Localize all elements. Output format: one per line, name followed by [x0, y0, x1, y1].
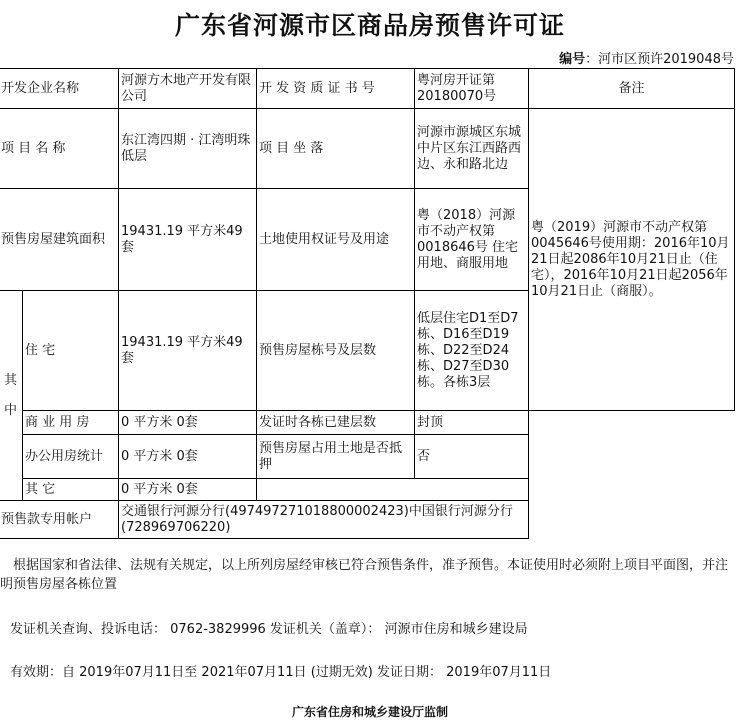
project-name-label: 项 目 名 称: [0, 109, 119, 189]
commercial-label: 商 业 用 房: [23, 411, 119, 435]
qualification-value: 粤河房开证第20180070号: [415, 69, 529, 109]
mortgage-label: 预售房屋占用土地是否抵押: [257, 435, 415, 479]
land-use-label: 土地使用权证号及用途: [257, 189, 415, 291]
mortgage-value: 否: [415, 435, 529, 479]
other-value: 0 平方米 0套: [119, 479, 257, 501]
office-value: 0 平方米 0套: [119, 435, 257, 479]
buildings-label: 预售房屋栋号及层数: [257, 291, 415, 411]
breakdown-char-2: 中: [3, 402, 17, 418]
document-title: 广东省河源市区商品房预售许可证: [174, 11, 565, 40]
developer-label: 开发企业名称: [0, 69, 119, 109]
developer-value: 河源方木地产开发有限公司: [119, 69, 257, 109]
qualification-label: 开 发 资 质 证 书 号: [257, 69, 415, 109]
account-label: 预售款专用帐户: [0, 501, 119, 539]
certificate-number-label: 编号: [559, 52, 586, 67]
residential-label: 住 宅: [23, 291, 119, 411]
account-value: 交通银行河源分行(497497271018800002423)中国银行河源分行(728969706220): [119, 501, 529, 539]
commercial-value: 0 平方米 0套: [119, 411, 257, 435]
breakdown-char-1: 其: [3, 372, 17, 388]
certificate-number-value: ：河市区预许2019048号: [585, 52, 734, 67]
approval-statement: 根据国家和省法律、法规有关规定，以上所列房屋经审核已符合预售条件，准予预售。本证使用时必须附上项目平面图，并注明预售房屋各栋位置: [0, 558, 729, 592]
issuer-contact: 发证机关查询、投诉电话： 0762-3829996 发证机关（盖章）： 河源市住房和城乡建设局: [10, 622, 528, 637]
built-floors-value: 封顶: [415, 411, 529, 435]
remarks-label: 备注: [529, 69, 735, 109]
presale-area-label: 预售房屋建筑面积: [0, 189, 119, 291]
buildings-value: 低层住宅D1至D7栋、D16至D19栋、D22至D24栋、D27至D30栋。各栋3层: [415, 291, 529, 411]
certificate-number: [559, 48, 734, 67]
project-name-value: 东江湾四期 · 江湾明珠低层: [119, 109, 257, 189]
supervisor-footer: 广东省住房和城乡建设厅监制: [291, 705, 448, 719]
breakdown-label: [0, 291, 23, 501]
blank-cell: [529, 411, 735, 539]
permit-table: [0, 68, 735, 539]
presale-area-value: 19431.19 平方米49套: [119, 189, 257, 291]
other-label: 其 它: [23, 479, 119, 501]
location-label: 项 目 坐 落: [257, 109, 415, 189]
residential-value: 19431.19 平方米49套: [119, 291, 257, 411]
validity-period: 有效期：自 2019年07月11日至 2021年07月11日 (过期无效) 发证日期： 2019年07月11日: [10, 665, 552, 680]
land-use-value: 粤（2018）河源市不动产权第0018646号 住宅用地、商服用地: [415, 189, 529, 291]
remarks-value: 粤（2019）河源市不动产权第0045646号使用期：2016年10月21日起2086年10月21日止（住宅），2016年10月21日起2056年10月21日止（商服）。: [529, 109, 735, 411]
office-label: 办公用房统计: [23, 435, 119, 479]
blank-cell-2: [257, 479, 529, 501]
built-floors-label: 发证时各栋已建层数: [257, 411, 415, 435]
location-value: 河源市源城区东城中片区东江西路西边、永和路北边: [415, 109, 529, 189]
